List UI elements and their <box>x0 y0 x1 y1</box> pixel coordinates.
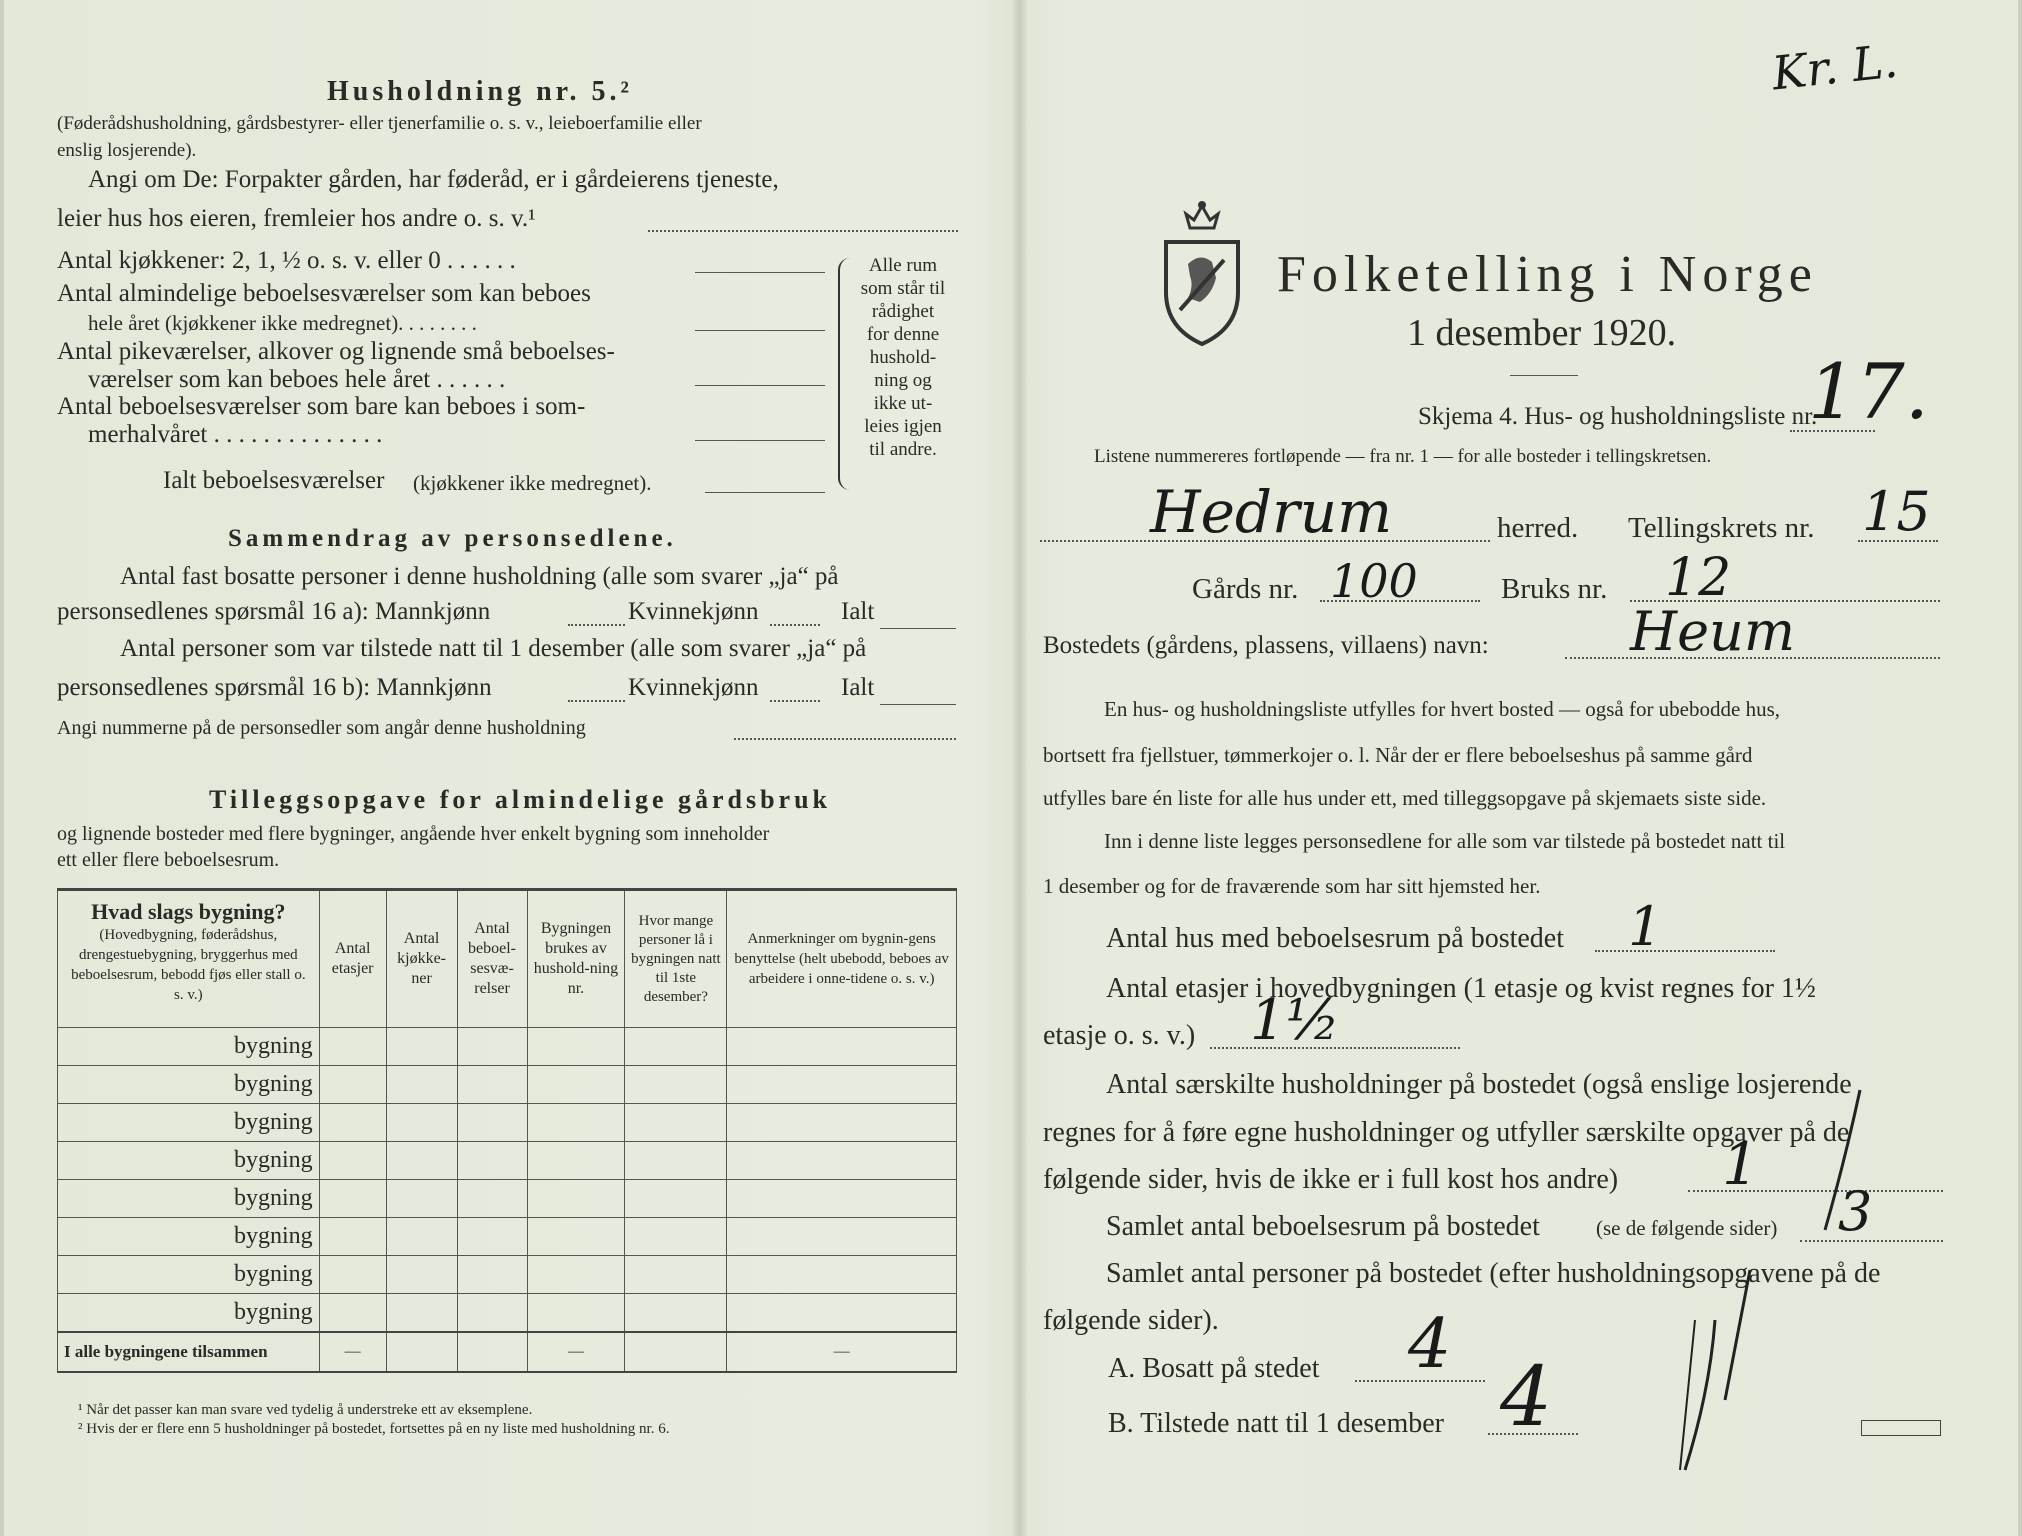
brace-note <box>848 254 958 461</box>
cell <box>625 1028 727 1066</box>
header-remarks: Anmerkninger om bygnin-gens benyttelse (helt ubebodd, beboes av arbeidere i onne-tidene o. s. v.) <box>727 890 957 1028</box>
holding-number-label: Bruks nr. <box>1501 573 1608 605</box>
households-value: 1 <box>1722 1130 1759 1198</box>
cell <box>457 1028 527 1066</box>
brace-note-line: Alle rum <box>868 255 938 276</box>
coat-of-arms-icon <box>1160 200 1244 348</box>
households-label-2: regnes for å føre egne husholdninger og utfyller særskilte opgaver på de <box>1043 1117 1850 1148</box>
cell <box>727 1218 957 1256</box>
cell <box>625 1180 727 1218</box>
summary-title: Sammendrag av personsedlene. <box>228 525 677 552</box>
herred-value: Hedrum <box>1150 478 1393 546</box>
cell <box>625 1256 727 1294</box>
cell <box>319 1028 386 1066</box>
header-kitchens: Antal kjøkke-ner <box>386 890 457 1028</box>
row-label: bygning <box>58 1142 320 1180</box>
brace-note-line: ning og <box>874 370 932 391</box>
farm-number-label: Gårds nr. <box>1192 573 1299 605</box>
total-persons-label-2: følgende sider). <box>1043 1305 1219 1336</box>
brace-note-line: ikke ut- <box>873 393 933 414</box>
header-rooms: Antal beboel-sesvæ-relser <box>457 890 527 1028</box>
table-total-row <box>58 1332 957 1372</box>
cell <box>457 1142 527 1180</box>
houses-value: 1 <box>1628 895 1663 958</box>
instruction-2: bortsett fra fjellstuer, tømmerkojer o. l. Når der er flere beboelseshus på samme gård <box>1043 743 1753 767</box>
cell <box>527 1256 625 1294</box>
cell <box>457 1294 527 1332</box>
supplement-title: Tilleggsopgave for almindelige gårdsbruk <box>209 785 832 814</box>
residence-name-value: Heum <box>1630 600 1796 663</box>
cell <box>625 1294 727 1332</box>
cell <box>386 1104 457 1142</box>
row-label: bygning <box>58 1028 320 1066</box>
cell <box>727 1256 957 1294</box>
floors-value: 1½ <box>1250 988 1340 1053</box>
total-rooms-value: 3 <box>1838 1180 1873 1243</box>
rooms-ordinary: Antal almindelige beboelsesværelser som kan beboes <box>57 280 591 307</box>
cell <box>319 1294 386 1332</box>
printer-stamp <box>1861 1420 1941 1436</box>
brace-note-line: for denne <box>866 324 940 345</box>
total-persons-label: Samlet antal personer på bostedet (efter husholdningsopgavene på de <box>1106 1258 1881 1289</box>
summary-resident-male: personsedlenes spørsmål 16 a): Mannkjønn <box>57 598 491 625</box>
households-label: Antal særskilte husholdninger på bostedet (også enslige losjerende <box>1106 1069 1852 1100</box>
herred-label: herred. <box>1497 512 1579 544</box>
household-question-1: Angi om De: Forpakter gården, har føderåd, er i gårdeierens tjeneste, <box>88 166 779 193</box>
page-edge-right <box>2018 0 2022 1536</box>
cell <box>457 1256 527 1294</box>
rooms-summer: Antal beboelsesværelser som bare kan beboes i som- <box>57 393 586 420</box>
cell <box>457 1218 527 1256</box>
cell <box>457 1180 527 1218</box>
row-label: bygning <box>58 1294 320 1332</box>
household-question-2: leier hus hos eieren, fremleier hos andre o. s. v.¹ <box>57 205 536 232</box>
cell <box>727 1104 957 1142</box>
cell <box>727 1294 957 1332</box>
cell <box>386 1294 457 1332</box>
schema-value: 17. <box>1808 347 1929 436</box>
table-row <box>58 1104 957 1142</box>
divider <box>1510 375 1578 376</box>
circuit-label: Tellingskrets nr. <box>1628 512 1815 544</box>
resident-label: A. Bosatt på stedet <box>1108 1353 1320 1384</box>
answer-line <box>705 492 825 493</box>
cell <box>457 1066 527 1104</box>
row-label: bygning <box>58 1066 320 1104</box>
row-label: bygning <box>58 1104 320 1142</box>
handwritten-check-marks <box>1640 1070 1960 1480</box>
answer-line <box>734 738 956 740</box>
instruction-5: 1 desember og for de fraværende som har sitt hjemsted her. <box>1043 874 1541 898</box>
cell <box>527 1104 625 1142</box>
brace-note-line: til andre. <box>869 439 937 460</box>
header-floors: Antal etasjer <box>319 890 386 1028</box>
list-note: Listene nummereres fortløpende — fra nr. 1 — for alle bosteder i tellingskretsen. <box>1094 446 1712 467</box>
brace-note-line: leies igjen <box>864 416 942 437</box>
header-building-type-title: Hvad slags bygning? <box>91 899 286 924</box>
answer-line <box>1595 950 1775 952</box>
cell <box>386 1142 457 1180</box>
households-label-3: følgende sider, hvis de ikke er i full kost hos andre) <box>1043 1164 1619 1195</box>
cell <box>386 1028 457 1066</box>
total-dash: — <box>527 1332 625 1372</box>
header-building-type-note: (Hovedbygning, føderådshus, drengestuebygning, bryggerhus med beboelsesrum, bebodd fjøs eller stall o. s. v.) <box>71 927 306 1003</box>
holding-number-value: 12 <box>1665 548 1732 608</box>
cell <box>625 1332 727 1372</box>
answer-line <box>695 272 825 273</box>
table-row <box>58 1218 957 1256</box>
table-row <box>58 1294 957 1332</box>
summary-numbers: Angi nummerne på de personsedler som angår denne husholdning <box>57 717 586 739</box>
present-value: 4 <box>1500 1350 1553 1445</box>
rooms-summer-2: merhalvåret . . . . . . . . . . . . . . <box>88 421 383 448</box>
brace-note-line: hushold- <box>869 347 937 368</box>
answer-line <box>568 700 625 702</box>
building-table <box>57 888 957 1373</box>
cell <box>319 1256 386 1294</box>
answer-line <box>568 624 625 626</box>
total-dash: — <box>727 1332 957 1372</box>
cell <box>727 1066 957 1104</box>
cell <box>319 1180 386 1218</box>
summary-present-male: personsedlenes spørsmål 16 b): Mannkjønn <box>57 674 492 701</box>
summary-present-q: Antal personer som var tilstede natt til 1 desember (alle som svarer „ja“ på <box>120 635 867 662</box>
table-row <box>58 1180 957 1218</box>
header-building-type <box>58 890 320 1028</box>
answer-line <box>695 330 825 331</box>
form-date: 1 desember 1920. <box>1407 312 1677 354</box>
cell <box>527 1218 625 1256</box>
rooms-maids-2: værelser som kan beboes hele året . . . . . . <box>88 366 506 393</box>
cell <box>625 1218 727 1256</box>
table-row <box>58 1256 957 1294</box>
total-rooms-label: Ialt beboelsesværelser <box>163 467 385 494</box>
cell <box>527 1294 625 1332</box>
cell <box>527 1142 625 1180</box>
row-label: bygning <box>58 1256 320 1294</box>
cell <box>727 1142 957 1180</box>
cell <box>319 1142 386 1180</box>
cell <box>527 1180 625 1218</box>
total-rooms-note-right: (se de følgende sider) <box>1596 1216 1778 1240</box>
summary-present-female: Kvinnekjønn <box>628 674 759 701</box>
cell <box>457 1104 527 1142</box>
table-row <box>58 1066 957 1104</box>
row-label: bygning <box>58 1180 320 1218</box>
summary-resident-total: Ialt <box>841 598 875 625</box>
circuit-value: 15 <box>1862 480 1931 543</box>
brace-note-line: rådighet <box>871 301 935 322</box>
page-fold <box>1013 0 1027 1536</box>
schema-label: Skjema 4. Hus- og husholdningsliste nr. <box>1418 403 1818 430</box>
corner-note: Kr. L. <box>1769 33 1901 101</box>
cell <box>319 1218 386 1256</box>
cell <box>527 1066 625 1104</box>
answer-line <box>880 704 956 705</box>
footnote-2: ² Hvis der er flere enn 5 husholdninger på bostedet, fortsettes på en ny liste med husholdning nr. 6. <box>78 1421 670 1437</box>
total-row-label: I alle bygningene tilsammen <box>58 1332 320 1372</box>
answer-line <box>770 624 820 626</box>
cell <box>527 1028 625 1066</box>
footnote-1: ¹ Når det passer kan man svare ved tydelig å understreke ett av eksemplene. <box>78 1402 533 1418</box>
cell <box>319 1066 386 1104</box>
header-persons: Hvor mange personer lå i bygningen natt til 1ste desember? <box>625 890 727 1028</box>
household-title: Husholdning nr. 5.² <box>327 76 633 107</box>
answer-line <box>648 230 958 232</box>
instruction-3: utfylles bare én liste for alle hus under ett, med tilleggsopgave på skjemaets siste side. <box>1043 786 1767 810</box>
cell <box>727 1028 957 1066</box>
household-intro-2: enslig losjerende). <box>57 140 197 161</box>
total-rooms-label-right: Samlet antal beboelsesrum på bostedet <box>1106 1211 1540 1242</box>
row-label: bygning <box>58 1218 320 1256</box>
answer-line <box>695 440 825 441</box>
summary-resident-female: Kvinnekjønn <box>628 598 759 625</box>
summary-resident-q: Antal fast bosatte personer i denne husholdning (alle som svarer „ja“ på <box>120 563 839 590</box>
floors-label-2: etasje o. s. v.) <box>1043 1020 1196 1051</box>
rooms-ordinary-2: hele året (kjøkkener ikke medregnet). . . . . . . . <box>88 311 477 335</box>
cell <box>386 1256 457 1294</box>
summary-present-total: Ialt <box>841 674 875 701</box>
instruction-4: Inn i denne liste legges personsedlene for alle som var tilstede på bostedet natt til <box>1104 829 1786 853</box>
rooms-maids: Antal pikeværelser, alkover og lignende små beboelses- <box>57 338 615 365</box>
table-row <box>58 1142 957 1180</box>
houses-label: Antal hus med beboelsesrum på bostedet <box>1106 923 1565 954</box>
cell <box>727 1180 957 1218</box>
answer-line <box>695 385 825 386</box>
cell <box>625 1142 727 1180</box>
form-title: Folketelling i Norge <box>1277 246 1818 303</box>
farm-number-value: 100 <box>1330 554 1418 608</box>
table-row <box>58 1028 957 1066</box>
rooms-kitchens: Antal kjøkkener: 2, 1, ½ o. s. v. eller 0 . . . . . . <box>57 247 516 274</box>
floors-label: Antal etasjer i hovedbygningen (1 etasje og kvist regnes for 1½ <box>1106 973 1816 1004</box>
answer-line <box>880 628 956 629</box>
total-rooms-note: (kjøkkener ikke medregnet). <box>413 471 652 495</box>
header-used-by: Bygningen brukes av hushold-ning nr. <box>527 890 625 1028</box>
supplement-intro-1: og lignende bosteder med flere bygninger, angående hver enkelt bygning som inneholder <box>57 823 770 845</box>
brace-note-line: som står til <box>860 278 946 299</box>
cell <box>457 1332 527 1372</box>
cell <box>319 1104 386 1142</box>
resident-value: 4 <box>1408 1305 1452 1384</box>
cell <box>625 1066 727 1104</box>
household-intro-1: (Føderådshusholdning, gårdsbestyrer- eller tjenerfamilie o. s. v., leieboerfamilie eller <box>57 113 702 134</box>
instruction-1: En hus- og husholdningsliste utfylles for hvert bosted — også for ubebodde hus, <box>1104 697 1780 721</box>
residence-name-label: Bostedets (gårdens, plassens, villaens) navn: <box>1043 632 1489 659</box>
cell <box>386 1332 457 1372</box>
answer-line <box>770 700 820 702</box>
page-edge-left <box>0 0 4 1536</box>
present-label: B. Tilstede natt til 1 desember <box>1108 1408 1444 1439</box>
cell <box>386 1180 457 1218</box>
cell <box>625 1104 727 1142</box>
cell <box>386 1066 457 1104</box>
total-dash: — <box>319 1332 386 1372</box>
cell <box>386 1218 457 1256</box>
supplement-intro-2: ett eller flere beboelsesrum. <box>57 849 280 871</box>
